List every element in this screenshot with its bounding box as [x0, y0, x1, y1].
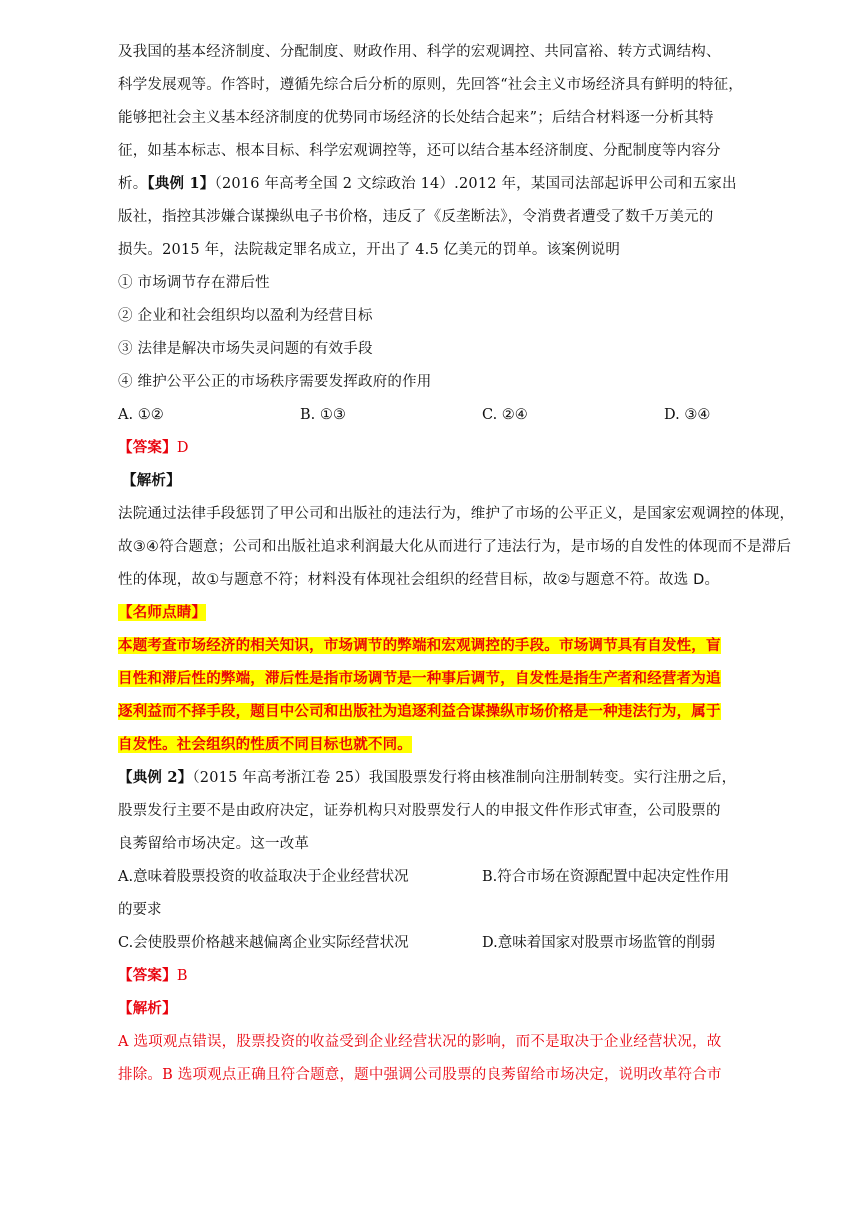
- intro-line-5-prefix: 析。: [118, 176, 148, 192]
- example-2-tag: 【典例 2】: [118, 769, 193, 786]
- intro-line-4: 征，如基本标志、根本目标、科学宏观调控等，还可以结合基本经济制度、分配制度等内容分: [118, 143, 721, 159]
- example-1-option-b: B. ①③: [300, 407, 346, 423]
- example-1-stem-line-3: 损失。2015 年，法院裁定罪名成立，开出了 4.5 亿美元的罚单。该案例说明: [118, 242, 621, 258]
- example-2-stem-line-2: 股票发行主要不是由政府决定，证券机构只对股票发行人的申报文件作形式审查，公司股票的: [118, 803, 721, 819]
- example-2-analysis-line-1: A 选项观点错误，股票投资的收益受到企业经营状况的影响，而不是取决于企业经营状况，故: [118, 1034, 722, 1050]
- example-2-stem-line-1: 【典例 2】（2015 年高考浙江卷 25）我国股票发行将由核准制向注册制转变。实行注册之后，: [118, 769, 737, 786]
- teacher-note-line-1: 本题考查市场经济的相关知识，市场调节的弊端和宏观调控的手段。市场调节具有自发性，盲: [118, 637, 721, 654]
- example-1-analysis-label: 【解析】: [122, 472, 181, 489]
- example-1-item-3: ③ 法律是解决市场失灵问题的有效手段: [118, 341, 373, 357]
- example-2-stem-line-3: 良莠留给市场决定。这一改革: [118, 836, 310, 852]
- intro-line-5: [118, 174, 737, 194]
- example-2-answer-value: B: [176, 968, 188, 984]
- example-1-option-c: C. ②④: [482, 407, 528, 423]
- example-2-answer-label: 【答案】: [118, 967, 177, 984]
- example-1-answer: [118, 438, 189, 458]
- example-2-option-b-continued: 的要求: [118, 902, 162, 918]
- example-1-option-d: D. ③④: [664, 407, 711, 423]
- teacher-note-line-4: 自发性。社会组织的性质不同目标也就不同。: [118, 736, 412, 753]
- example-2-analysis-label: 【解析】: [118, 1000, 177, 1017]
- teacher-note-line-3: 逐利益而不择手段，题目中公司和出版社为追逐利益合谋操纵市场价格是一种违法行为，属于: [118, 703, 721, 720]
- example-1-item-1: ① 市场调节存在滞后性: [118, 275, 270, 291]
- teacher-note-line-2: 目性和滞后性的弊端，滞后性是指市场调节是一种事后调节，自发性是指生产者和经营者为追: [118, 670, 721, 687]
- example-2-option-c: C.会使股票价格越来越偏离企业实际经营状况: [118, 935, 409, 951]
- example-2-option-d: D.意味着国家对股票市场监管的削弱: [482, 935, 716, 951]
- intro-line-3: 能够把社会主义基本经济制度的优势同市场经济的长处结合起来”；后结合材料逐一分析其特: [118, 110, 714, 126]
- intro-line-1: 及我国的基本经济制度、分配制度、财政作用、科学的宏观调控、共同富裕、转方式调结构、: [118, 44, 721, 60]
- example-2-answer: [118, 966, 188, 986]
- example-1-answer-value: D: [176, 440, 189, 456]
- example-1-analysis-line-3: 性的体现，故①与题意不符；材料没有体现社会组织的经营目标，故②与题意不符。故选 D。: [118, 572, 720, 588]
- example-1-stem-line-2: 版社，指控其涉嫌合谋操纵电子书价格，违反了《反垄断法》，令消费者遭受了数千万美元的: [118, 209, 714, 225]
- example-1-analysis-line-1: 法院通过法律手段惩罚了甲公司和出版社的违法行为，维护了市场的公平正义，是国家宏观调控的体现，: [118, 506, 795, 522]
- example-1-analysis-line-2: 故③④符合题意；公司和出版社追求利润最大化从而进行了违法行为，是市场的自发性的体现而不是滞后: [118, 539, 792, 555]
- teacher-note-label: 【名师点睛】: [118, 604, 207, 621]
- example-1-item-2: ② 企业和社会组织均以盈利为经营目标: [118, 308, 373, 324]
- example-1-option-a: A. ①②: [118, 407, 164, 423]
- example-1-answer-label: 【答案】: [118, 439, 177, 456]
- example-2-analysis-line-2: 排除。B 选项观点正确且符合题意，题中强调公司股票的良莠留给市场决定，说明改革符合市: [118, 1067, 722, 1083]
- intro-line-2: 科学发展观等。作答时，遵循先综合后分析的原则，先回答“社会主义市场经济具有鲜明的特征，: [118, 77, 744, 93]
- example-1-item-4: ④ 维护公平公正的市场秩序需要发挥政府的作用: [118, 374, 432, 390]
- example-2-option-b: B.符合市场在资源配置中起决定性作用: [482, 869, 730, 885]
- example-1-stem-line-1: （2016 年高考全国 2 文综政治 14）.2012 年，某国司法部起诉甲公司和五家出: [214, 176, 737, 192]
- example-2-option-a: A.意味着股票投资的收益取决于企业经营状况: [118, 869, 409, 885]
- example-1-tag: 【典例 1】: [147, 175, 215, 192]
